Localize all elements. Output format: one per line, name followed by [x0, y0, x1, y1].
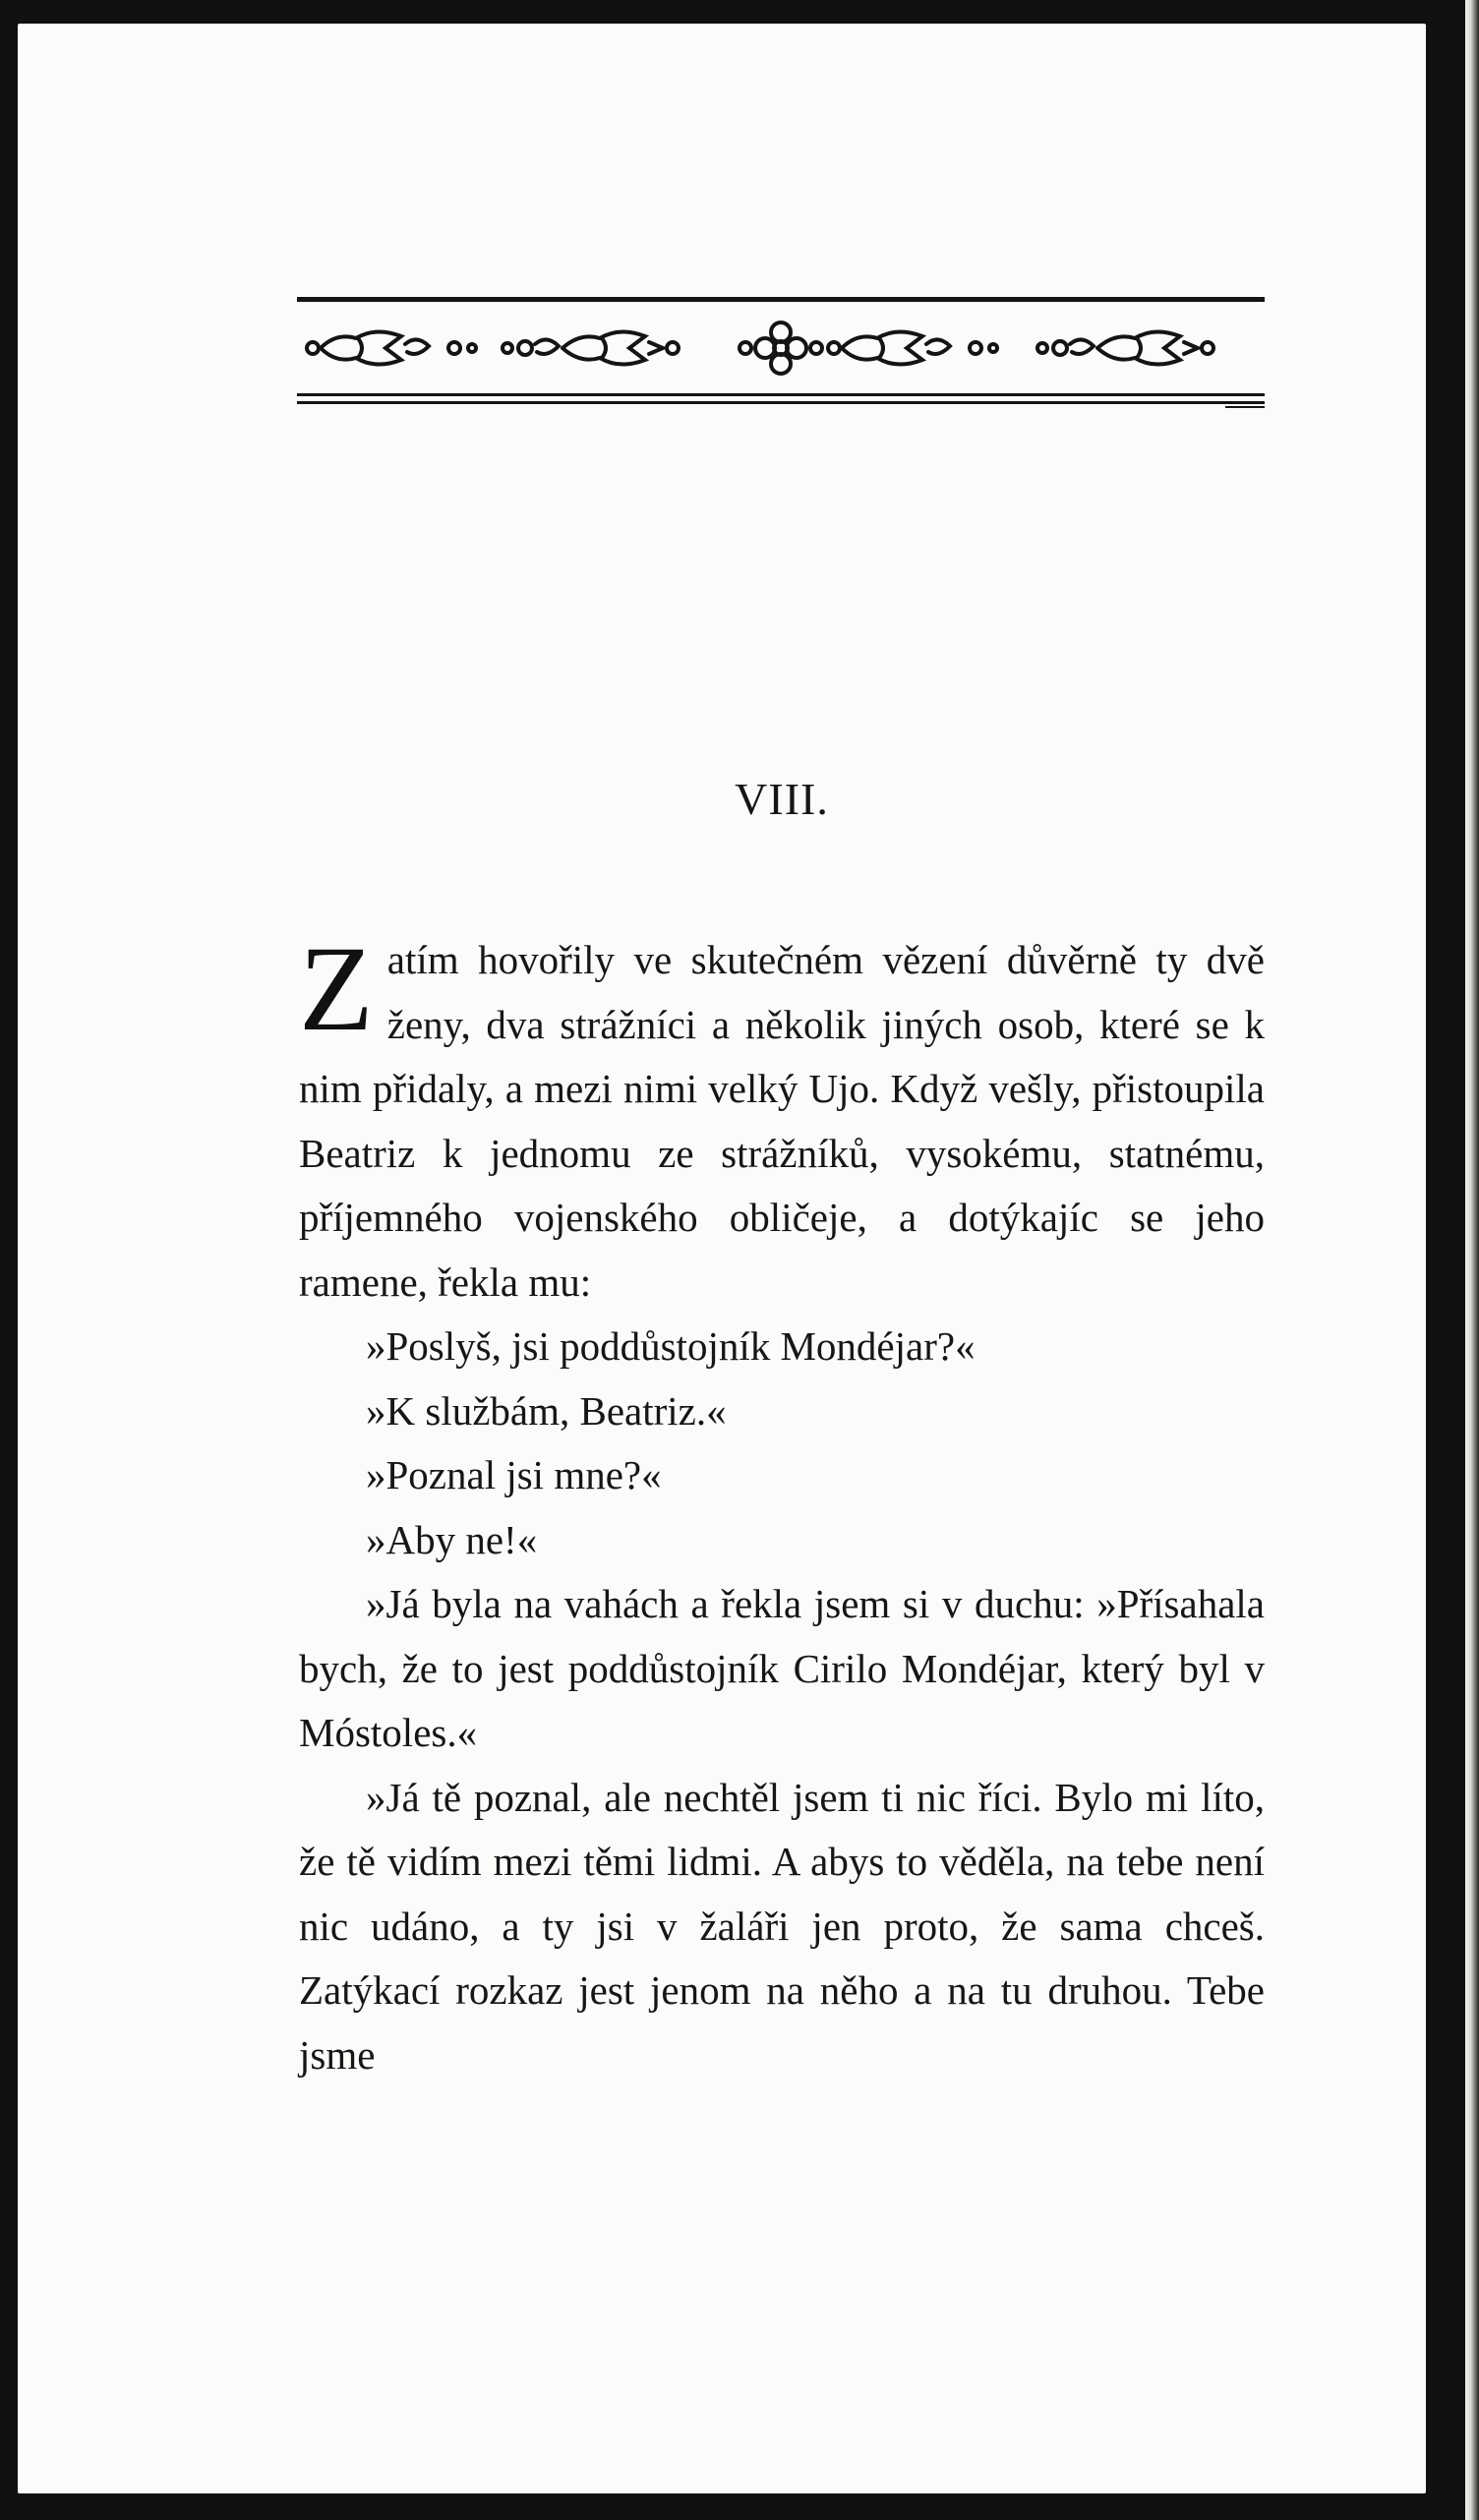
- dialogue-line: »Poslyš, jsi poddůstojník Mondéjar?«: [366, 1323, 976, 1369]
- page-edge-shadow: [1465, 0, 1479, 2520]
- dialogue-line: »Poznal jsi mne?«: [366, 1452, 662, 1497]
- dialogue-line: »K službám, Beatriz.«: [366, 1387, 727, 1434]
- decorative-header-border: [297, 297, 1265, 413]
- lead-paragraph: [299, 921, 1265, 1315]
- dialogue-line: »Já tě poznal, ale nechtěl jsem ti nic říci. Bylo mi líto, že tě vidím mezi těmi lidmi. A abys to věděla, na tebe není nic udáno, a ty jsi v žaláři jen proto, že sama chceš. Zatýkací rozkaz jest jenom na něho a na tu druhou. Tebe jsme: [299, 1774, 1265, 2078]
- chapter-body: [299, 921, 1265, 2087]
- drop-cap: Z: [299, 921, 374, 1056]
- lead-paragraph-text: atím hovořily ve skutečném vězení důvěrně ty dvě ženy, dva strážníci a několik jiných osob, které se k nim přidaly, a mezi nimi velký Ujo. Když vešly, přistoupila Beatriz k jednomu ze strážníků, vysokému, statnému, příjemného vojenského obličeje, a dotýkajíc se jeho ramene, řekla mu:: [299, 937, 1265, 1305]
- chapter-number: VIII.: [735, 774, 829, 824]
- dialogue-line: »Aby ne!«: [366, 1516, 538, 1562]
- dialogue-line: »Já byla na vahách a řekla jsem si v duchu: »Přísahala bych, že to jest poddůstojník Cirilo Mondéjar, který byl v Móstoles.«: [299, 1581, 1265, 1755]
